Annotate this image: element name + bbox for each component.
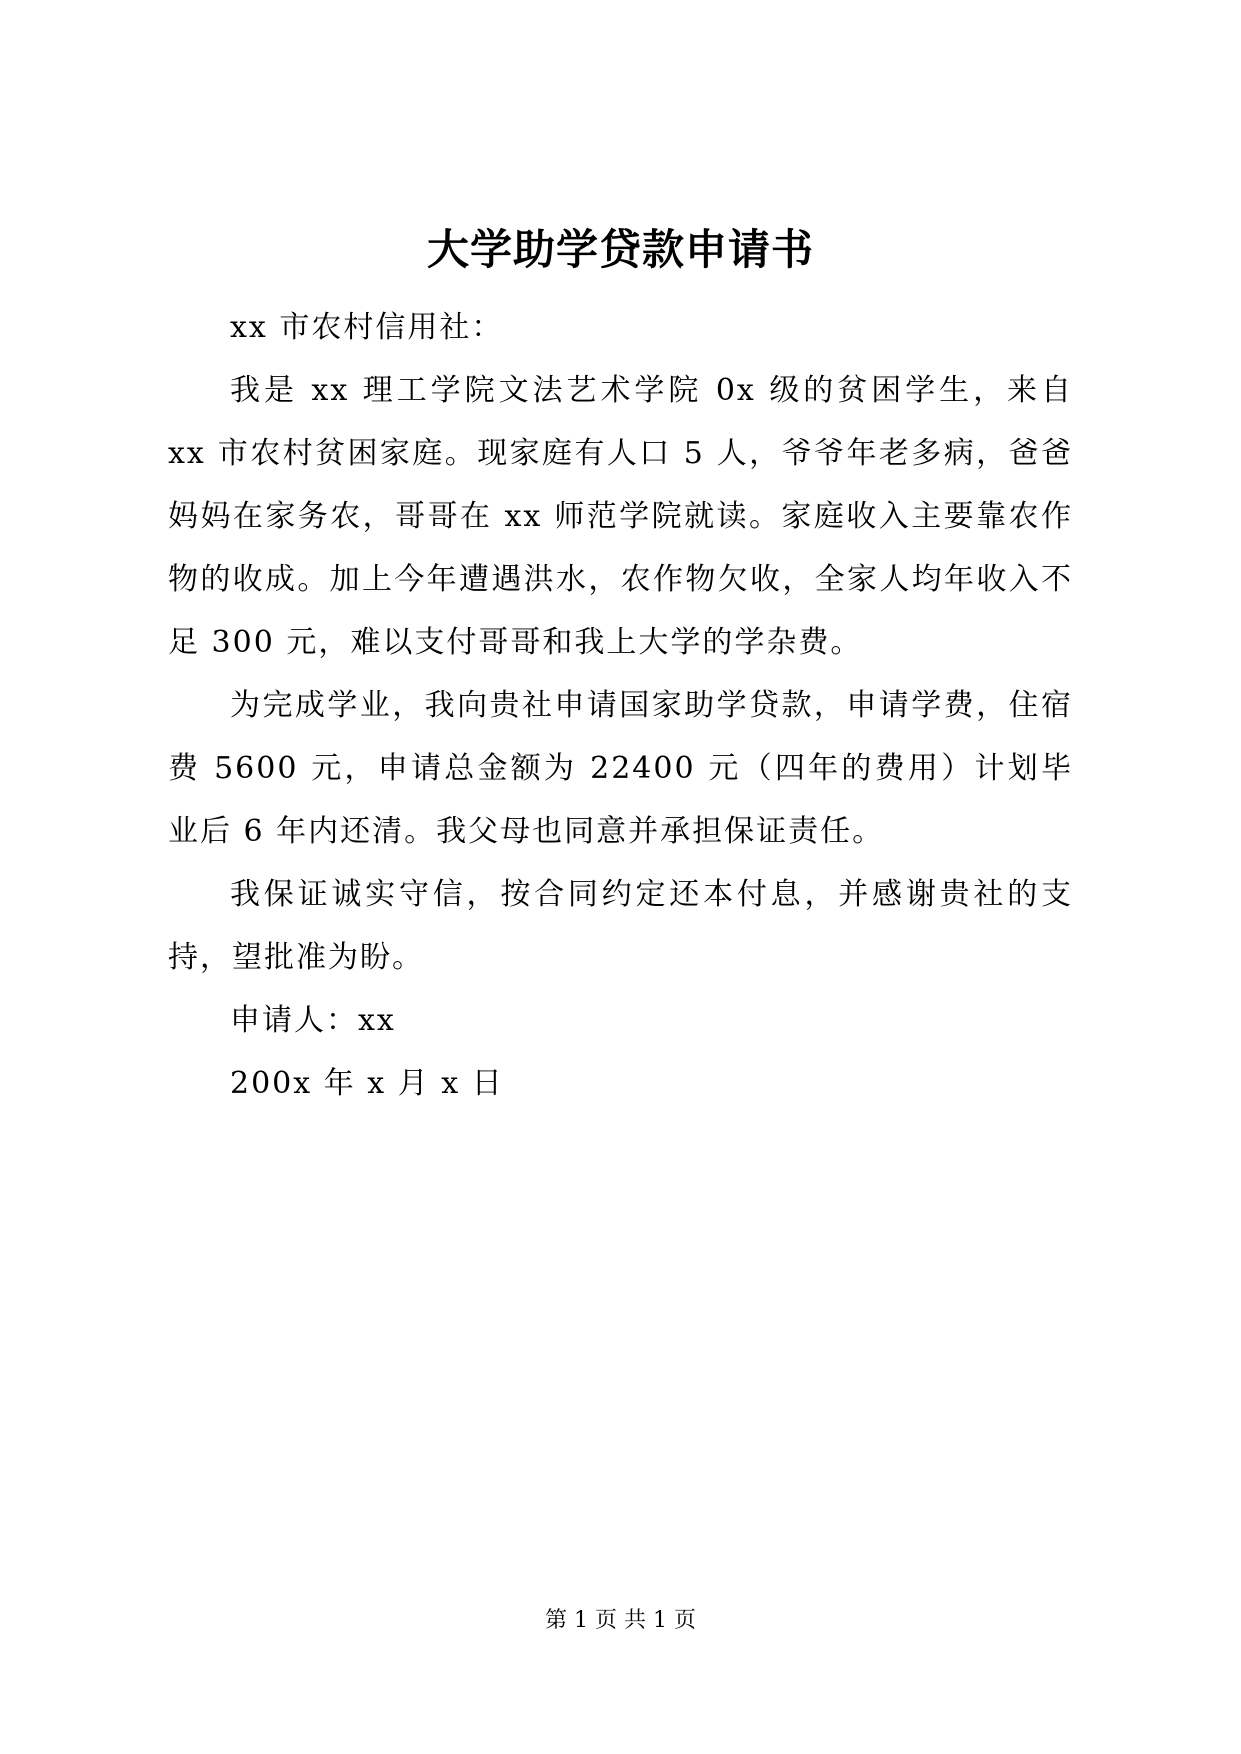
applicant-signature: 申请人：xx (230, 1003, 396, 1038)
paragraph-request: 为完成学业，我向贵社申请国家助学贷款，申请学费，住宿费 5600 元，申请总金额为 22400 元（四年的费用）计划毕业后 6 年内还清。我父母也同意并承担保证责任。 (168, 688, 1073, 849)
paragraph-background: 我是 xx 理工学院文法艺术学院 0x 级的贫困学生，来自 xx 市农村贫困家庭。现家庭有人口 5 人，爷爷年老多病，爸爸妈妈在家务农，哥哥在 xx 师范学院就读。家庭收入主要靠农作物的收成。加上今年遭遇洪水，农作物欠收，全家人均年收入不足 300 元，难以支付哥哥和我上大学的学杂费。 (168, 373, 1073, 660)
document-body (168, 296, 1073, 1115)
page-footer: 第 1 页 共 1 页 (545, 1608, 696, 1633)
paragraph-commitment: 我保证诚实守信，按合同约定还本付息，并感谢贵社的支持，望批准为盼。 (168, 877, 1073, 975)
document-title: 大学助学贷款申请书 (426, 225, 814, 274)
application-date: 200x 年 x 月 x 日 (230, 1066, 504, 1101)
salutation: xx 市农村信用社： (230, 310, 504, 345)
